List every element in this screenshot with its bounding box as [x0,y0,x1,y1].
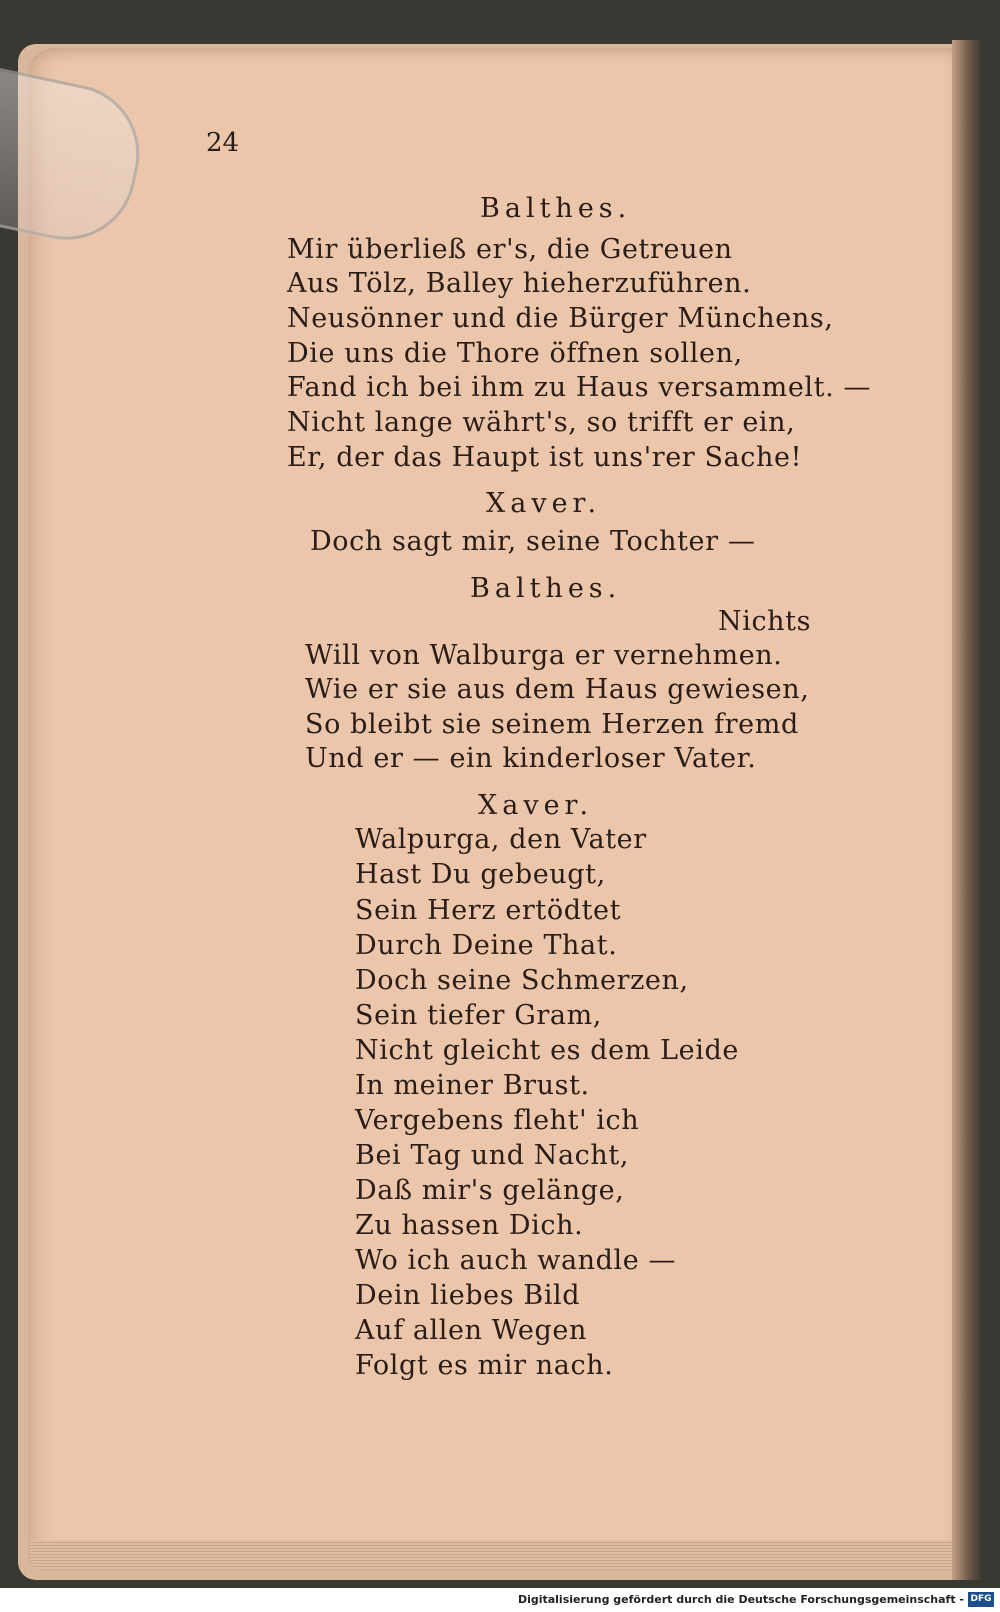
verse-line: Die uns die Thore öffnen sollen, [287,338,743,369]
attribution-footer [0,1588,1000,1612]
verse-line: Neusönner und die Bürger Münchens, [287,303,834,334]
verse-line: Nicht lange währt's, so trifft er ein, [287,407,796,438]
verse-line: Fand ich bei ihm zu Haus versammelt. — [287,372,872,403]
dfg-logo: DFG [968,1592,994,1607]
verse-line: In meiner Brust. [355,1070,590,1101]
verse-line: Auf allen Wegen [355,1315,587,1346]
speaker-name: Xaver. [486,488,602,519]
verse-line: Aus Tölz, Balley hieherzuführen. [287,268,752,299]
page-number: 24 [206,128,240,158]
verse-line: Durch Deine That. [355,930,618,961]
verse-line: Daß mir's gelänge, [355,1175,625,1206]
verse-line: Wie er sie aus dem Haus gewiesen, [305,674,810,705]
verse-line: So bleibt sie seinem Herzen fremd [305,709,799,740]
verse-line: Will von Walburga er vernehmen. [305,640,783,671]
verse-line: Vergebens fleht' ich [355,1105,640,1136]
verse-line: Wo ich auch wandle — [355,1245,677,1276]
speaker-name: Xaver. [478,790,594,821]
speaker-name: Balthes. [470,573,622,604]
verse-line: Doch seine Schmerzen, [355,965,689,996]
verse-line: Er, der das Haupt ist uns'rer Sache! [287,442,803,473]
verse-line: Zu hassen Dich. [355,1210,584,1241]
verse-line: Nicht gleicht es dem Leide [355,1035,739,1066]
verse-line: Hast Du gebeugt, [355,859,606,890]
verse-line: Folgt es mir nach. [355,1350,614,1381]
verse-line: Sein Herz ertödtet [355,895,622,926]
verse-line: Mir überließ er's, die Getreuen [287,234,733,265]
verse-line: Sein tiefer Gram, [355,1000,602,1031]
verse-line: Dein liebes Bild [355,1280,581,1311]
verse-line: Bei Tag und Nacht, [355,1140,630,1171]
speaker-name: Balthes. [480,193,632,224]
footer-credit: Digitalisierung gefördert durch die Deutsche Forschungsgemeinschaft - [517,1593,964,1606]
verse-line: Walpurga, den Vater [355,824,647,855]
verse-line: Doch sagt mir, seine Tochter — [310,526,756,557]
verse-line: Nichts [718,606,812,637]
verse-line: Und er — ein kinderloser Vater. [305,743,757,774]
